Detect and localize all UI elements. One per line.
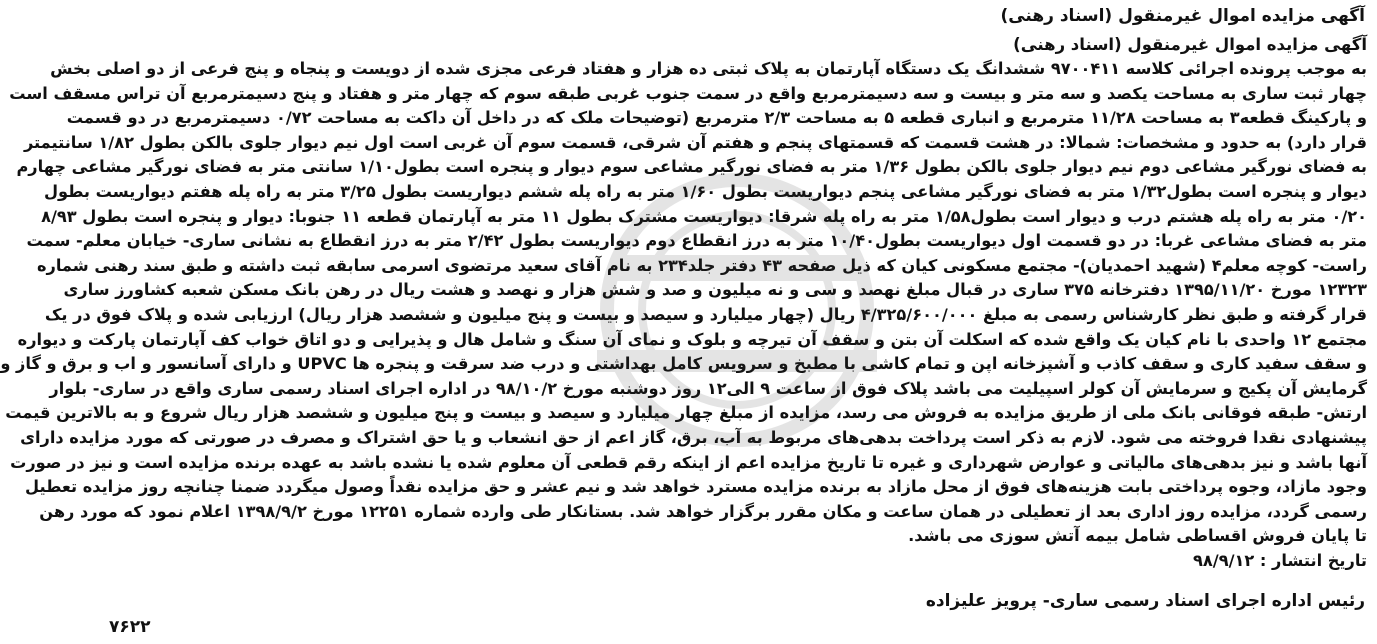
notice-serial: ۷۶۲۲ [109, 617, 151, 637]
header-title: آگهی مزایده اموال غیرمنقول (اسناد رهنی) [1000, 6, 1365, 26]
body-line: و سقف سفید کاری و سقف کاذب و آشپزخانه اپن و تمام کاشی با مطبخ و سرویس کامل بهداشتی و درب ضد سرقت و پنجره ها UPVC و دارای آسانسور و اب و برق و گاز و [0, 354, 1367, 374]
body-line: رسمی گردد، مزایده روز اداری بعد از تعطیلی در همان ساعت و مکان مقرر برگزار خواهد شد. بستانکار طی وارده شماره ۱۲۲۵۱ مورخ ۱۳۹۸/۹/۲ اعلام نمود که مورد رهن [39, 501, 1367, 521]
body-line: ارتش- طبقه فوقانی بانک ملی از طریق مزایده به فروش می رسد، مزایده از مبلغ چهار میلیارد و سیصد و بیست و پنج میلیون و ششصد هزار ریال شروع و به بالاترین قیمت [5, 403, 1367, 423]
signer: رئیس اداره اجرای اسناد رسمی ساری- پرویز علیزاده [925, 591, 1365, 611]
body-line: قرار گرفته و طبق نظر کارشناس رسمی به مبلغ ۴/۳۲۵/۶۰۰/۰۰۰ ریال (چهار میلیارد و سیصد و بیست و پنج میلیون و ششصد هزار ریال) ارزیابی شده و پلاک فوق در یک [44, 304, 1367, 324]
body-line: تا پایان فروش اقساطی شامل بیمه آتش سوزی می باشد. [908, 526, 1367, 546]
body-line: چهار ثبت ساری به مساحت یکصد و سه متر و بیست و سه دسیمترمربع واقع در سمت جنوب غربی طبقه سوم که چهار متر و هفتاد و پنج دسیمترمربع آن تراس مسقف است [9, 83, 1367, 103]
body-line: پیشنهادی نقدا فروخته می شود. لازم به ذکر است پرداخت بدهی‌های مربوط به آب، برق، گاز اعم از حق انشعاب و یا حق اشتراک و مصرف در صورتی که مورد مزایده دارای [20, 427, 1367, 447]
body-line: ۱۲۳۲۳ مورخ ۱۳۹۵/۱۱/۲۰ دفترخانه ۳۷۵ ساری در قبال مبلغ نهصد و سی و نه میلیون و صد و شش هزار و نهصد و هشت ریال در رهن بانک مسکن شعبه کشاورز ساری [63, 280, 1367, 300]
body-line: وجود مازاد، وجوه پرداختی بابت هزینه‌های فوق از محل مازاد به برنده مزایده مسترد خواهد شد و نیم عشر و حق مزایده نقداً وصول میگردد ضمنا چنانچه روز مزایده تعطیل [25, 477, 1367, 497]
body-line: به فضای نورگیر مشاعی دوم نیم دیوار جلوی بالکن بطول ۱/۳۶ متر به فضای نورگیر مشاعی سوم دیوار و پنجره است بطول۱/۱۰ سانتی متر به فضای نورگیر مشاعی چهارم [16, 157, 1367, 177]
body-line: به موجب پرونده اجرائی کلاسه ۹۷۰۰۴۱۱ ششدانگ یک دستگاه آپارتمان به پلاک ثبتی ده هزار و هفتاد فرعی مجزی شده از دویست و پنجاه و پنج فرعی از دو اصلی بخش [50, 59, 1367, 78]
body-line: مجتمع ۱۲ واحدی با نام کیان یک واقع شده که اسکلت آن بتن و سقف آن تیرچه و بلوک و نمای آن سنگ و شامل هال و پذیرایی و دو اتاق خواب کف آپارتمان پارکت و دیواره [17, 329, 1367, 349]
body-line: آنها باشد و نیز بدهی‌های مالیاتی و عوارض شهرداری و غیره تا تاریخ مزایده اعم از اینکه رقم قطعی آن معلوم شده یا نشده باشد به عهده برنده مزایده است و نیز در صورت [10, 452, 1367, 472]
notice-body [0, 57, 1367, 573]
body-line: متر به فضای مشاعی غربا: در دو قسمت اول دیواریست بطول۱۰/۴۰ متر به درز انقطاع دوم دیواریست بطول ۲/۴۲ متر به درز انقطاع به نشانی ساری- خیابان معلم- سمت [26, 231, 1367, 251]
body-line: دیوار و پنجره است بطول۱/۳۲ متر به فضای نورگیر مشاعی پنجم دیواریست بطول ۱/۶۰ متر به راه پله ششم دیواریست بطول ۳/۲۵ متر به راه پله هفتم دیواریست بطول [43, 181, 1367, 201]
notice-heading: آگهی مزایده اموال غیرمنقول (اسناد رهنی) [1013, 35, 1367, 54]
body-line: و پارکینگ قطعه۳ به مساحت ۱۱/۲۸ مترمربع و انباری قطعه ۵ به مساحت ۲/۳ مترمربع (توضیحات ملک که در داخل آن داکت به مساحت ۰/۷۲ دسیمترمربع در دو قسمت [66, 108, 1367, 128]
body-line: ۰/۲۰ متر به راه پله هشتم درب و دیوار است بطول۱/۵۸ متر به راه پله شرقا: دیواریست مشترک بطول ۱۱ متر به آپارتمان قطعه ۱۱ جنوبا: دیوار و پنجره است بطول ۸/۹۳ [41, 206, 1367, 226]
body-line: قرار دارد) به حدود و مشخصات: شمالا: در هشت قسمت که قسمتهای پنجم و هفتم آن شرقی، قسمت سوم آن غربی است اول نیم دیوار جلوی بالکن بطول ۱/۸۲ سانتیمتر [23, 132, 1367, 152]
body-line: راست- کوچه معلم۴ (شهید احمدیان)- مجتمع مسکونی کیان که ذیل صفحه ۴۳ دفتر جلد۲۳۴ به نام آقای سعید مرتضوی اسرمی سابقه ثبت داشته و طبق سند رهنی شماره [36, 255, 1367, 275]
body-line: گرمایش آن پکیج و سرمایش آن کولر اسپیلیت می باشد پلاک فوق از ساعت ۹ الی۱۲ روز دوشنبه مورخ ۹۸/۱۰/۲ در اداره اجرای اسناد رسمی ساری واقع در ساری- بلوار [49, 378, 1367, 398]
publish-date: تاریخ انتشار : ۹۸/۹/۱۲ [1193, 550, 1367, 570]
